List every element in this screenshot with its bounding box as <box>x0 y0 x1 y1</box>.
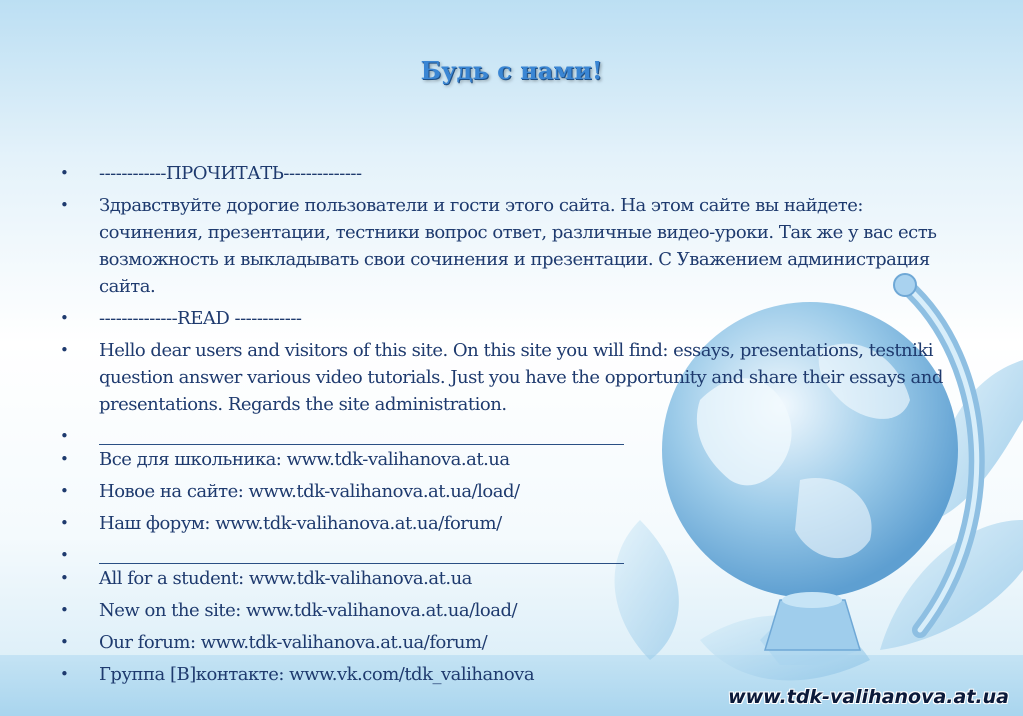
bullet-icon: • <box>60 601 69 619</box>
list-item <box>58 565 963 592</box>
list-item <box>58 597 963 624</box>
list-item <box>58 305 963 332</box>
bullet-icon: • <box>60 341 69 359</box>
item-text: All for a student: www.tdk-valihanova.at.ua <box>99 568 472 589</box>
bullet-icon: • <box>60 665 69 683</box>
list-item <box>58 478 963 505</box>
item-text: Hello dear users and visitors of this site. On this site you will find: essays, presentations, testniki question answer various video tutorials. Just you have the opportunity and share their essays and presentations. Regards the site administration. <box>99 340 943 415</box>
list-item <box>58 160 963 187</box>
bullet-icon: • <box>60 482 69 500</box>
list-item <box>58 510 963 537</box>
item-text: --------------READ ------------ <box>99 308 302 329</box>
list-item <box>58 337 963 418</box>
item-text: Новое на сайте: www.tdk-valihanova.at.ua/load/ <box>99 481 520 502</box>
list-item-divider <box>58 423 963 445</box>
slide-title: Будь с нами! <box>420 56 603 85</box>
list-item <box>58 629 963 656</box>
item-text: New on the site: www.tdk-valihanova.at.ua/load/ <box>99 600 518 621</box>
item-text: Группа [В]контакте: www.vk.com/tdk_valihanova <box>99 664 535 685</box>
list-item <box>58 192 963 300</box>
bullet-icon: • <box>60 309 69 327</box>
underline-rule <box>99 423 624 445</box>
bullet-icon: • <box>60 546 69 564</box>
item-text: Наш форум: www.tdk-valihanova.at.ua/forum/ <box>99 513 502 534</box>
bullet-icon: • <box>60 450 69 468</box>
bullet-icon: • <box>60 427 69 445</box>
bullet-icon: • <box>60 569 69 587</box>
item-text: ------------ПРОЧИТАТЬ-------------- <box>99 163 362 184</box>
bullet-icon: • <box>60 164 69 182</box>
underline-rule <box>99 542 624 564</box>
bullet-list <box>58 160 963 693</box>
list-item-divider <box>58 542 963 564</box>
item-text: Our forum: www.tdk-valihanova.at.ua/forum/ <box>99 632 488 653</box>
bullet-icon: • <box>60 514 69 532</box>
list-item <box>58 446 963 473</box>
bullet-icon: • <box>60 196 69 214</box>
item-text: Здравствуйте дорогие пользователи и гости этого сайта. На этом сайте вы найдете: сочинения, презентации, тестники вопрос ответ, различные видео-уроки. Так же у вас есть возможность и выкладывать свои сочинения и презентации. С Уважением администрация сайта. <box>99 195 937 297</box>
site-watermark: www.tdk-valihanova.at.ua <box>728 686 1009 708</box>
bullet-icon: • <box>60 633 69 651</box>
item-text: Все для школьника: www.tdk-valihanova.at.ua <box>99 449 510 470</box>
list-item <box>58 661 963 688</box>
